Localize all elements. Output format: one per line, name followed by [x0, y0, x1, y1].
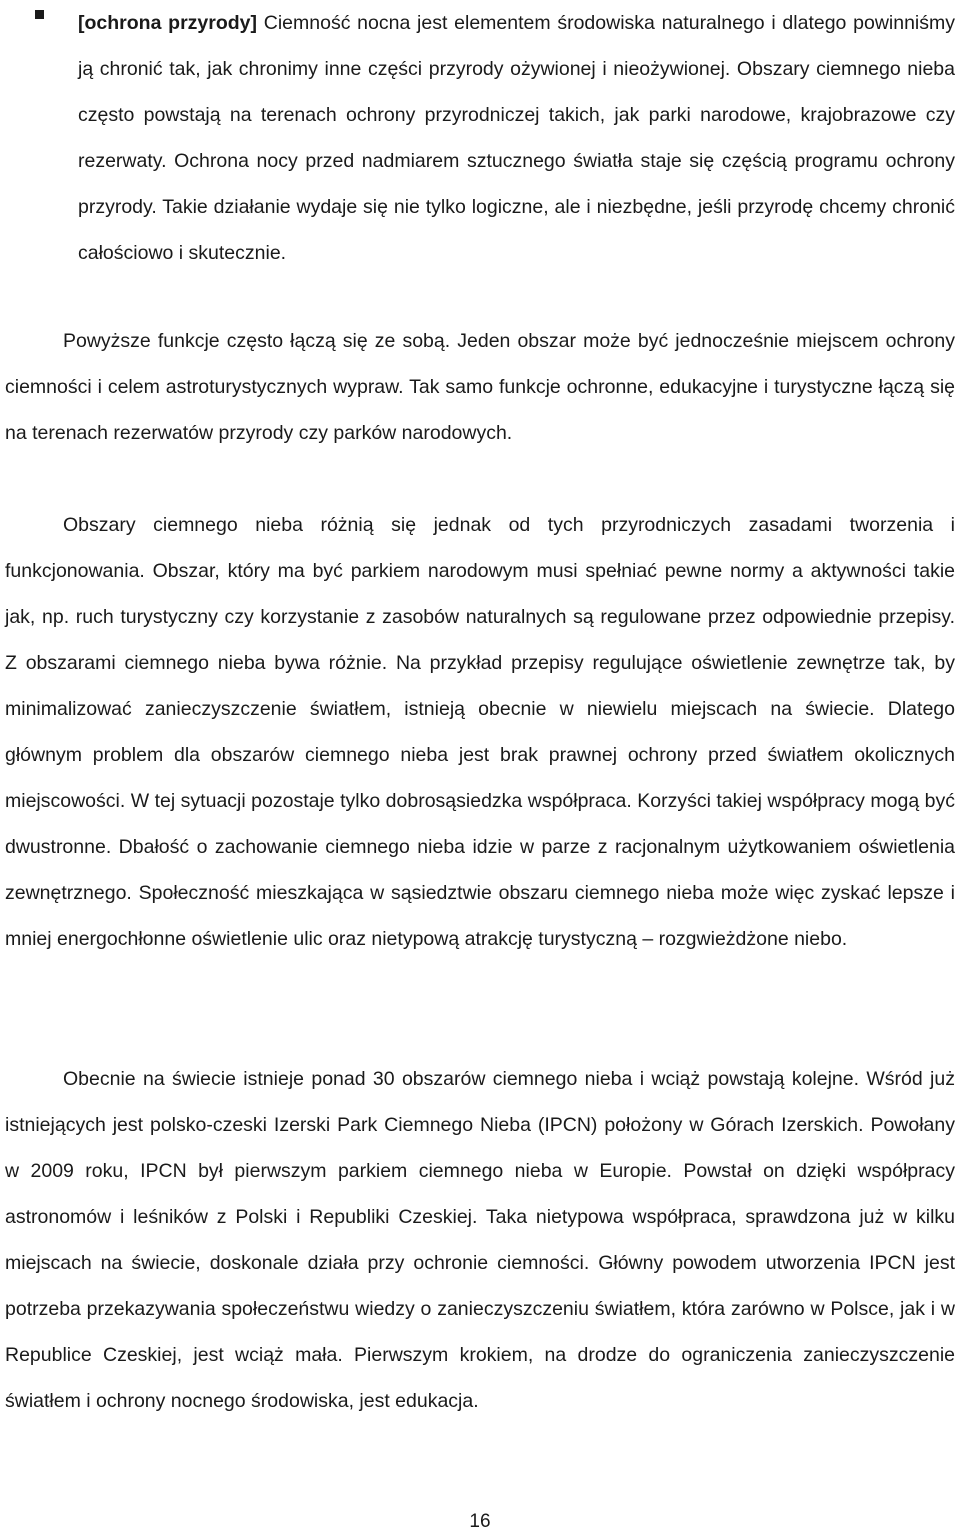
body-paragraph: Obecnie na świecie istnieje ponad 30 obszarów ciemnego nieba i wciąż powstają kolejne. Wśród już istniejących jest polsko-czeski Izerski Park Ciemnego Nieba (IPCN) położony w Górach Izerskich. Powołany w 2009 roku, IPCN był pierwszym parkiem ciemnego nieba w Europie. Powstał on dzięki współpracy astronomów i leśników z Polski i Republiki Czeskiej. Taka nietypowa współpraca, sprawdzona już w kilku miejscach na świecie, doskonale działa przy ochronie ciemności. Główny powodem utworzenia IPCN jest potrzeba przekazywania społeczeństwu wiedzy o zanieczyszczeniu światłem, która zarówno w Polsce, jak i w Republice Czeskiej, jest wciąż mała. Pierwszym krokiem, na drodze do ograniczenia zanieczyszczenie światłem i ochrony nocnego środowiska, jest edukacja. — [5, 1068, 955, 1412]
bullet-lead-term: [ochrona przyrody] — [78, 12, 258, 34]
bullet-paragraph — [78, 0, 955, 276]
body-paragraph: Obszary ciemnego nieba różnią się jednak od tych przyrodniczych zasadami tworzenia i funkcjonowania. Obszar, który ma być parkiem narodowym musi spełniać pewne normy a aktywności takie jak, np. ruch turystyczny czy korzystanie z zasobów naturalnych są regulowane przez odpowiednie przepisy. Z obszarami ciemnego nieba bywa różnie. Na przykład przepisy regulujące oświetlenie zewnętrze tak, by minimalizować zanieczyszczenie światłem, istnieją obecnie w niewielu miejscach na świecie. Dlatego głównym problem dla obszarów ciemnego nieba jest brak prawnej ochrony przed światłem okolicznych miejscowości. W tej sytuacji pozostaje tylko dobrosąsiedzka współpraca. Korzyści takiej współpracy mogą być dwustronne. Dbałość o zachowanie ciemnego nieba idzie w parze z racjonalnym użytkowaniem oświetlenia zewnętrznego. Społeczność mieszkająca w sąsiedztwie obszaru ciemnego nieba może więc zyskać lepsze i mniej energochłonne oświetlenie ulic oraz nietypową atrakcję turystyczną – rozgwieżdżone niebo. — [5, 514, 955, 950]
bullet-body-text: Ciemność nocna jest elementem środowiska naturalnego i dlatego powinniśmy ją chronić tak, jak chronimy inne części przyrody ożywionej i nieożywionej. Obszary ciemnego nieba często powstają na terenach ochrony przyrodniczej takich, jak parki narodowe, krajobrazowe czy rezerwaty. Ochrona nocy przed nadmiarem sztucznego światła staje się częścią programu ochrony przyrody. Takie działanie wydaje się nie tylko logiczne, ale i niezbędne, jeśli przyrodę chcemy chronić całościowo i skutecznie. — [78, 12, 956, 264]
page-number: 16 — [469, 1511, 491, 1532]
body-paragraph: Powyższe funkcje często łączą się ze sobą. Jeden obszar może być jednocześnie miejscem ochrony ciemności i celem astroturystycznych wypraw. Tak samo funkcje ochronne, edukacyjne i turystyczne łączą się na terenach rezerwatów przyrody czy parków narodowych. — [5, 330, 955, 444]
square-bullet-icon — [35, 10, 44, 19]
